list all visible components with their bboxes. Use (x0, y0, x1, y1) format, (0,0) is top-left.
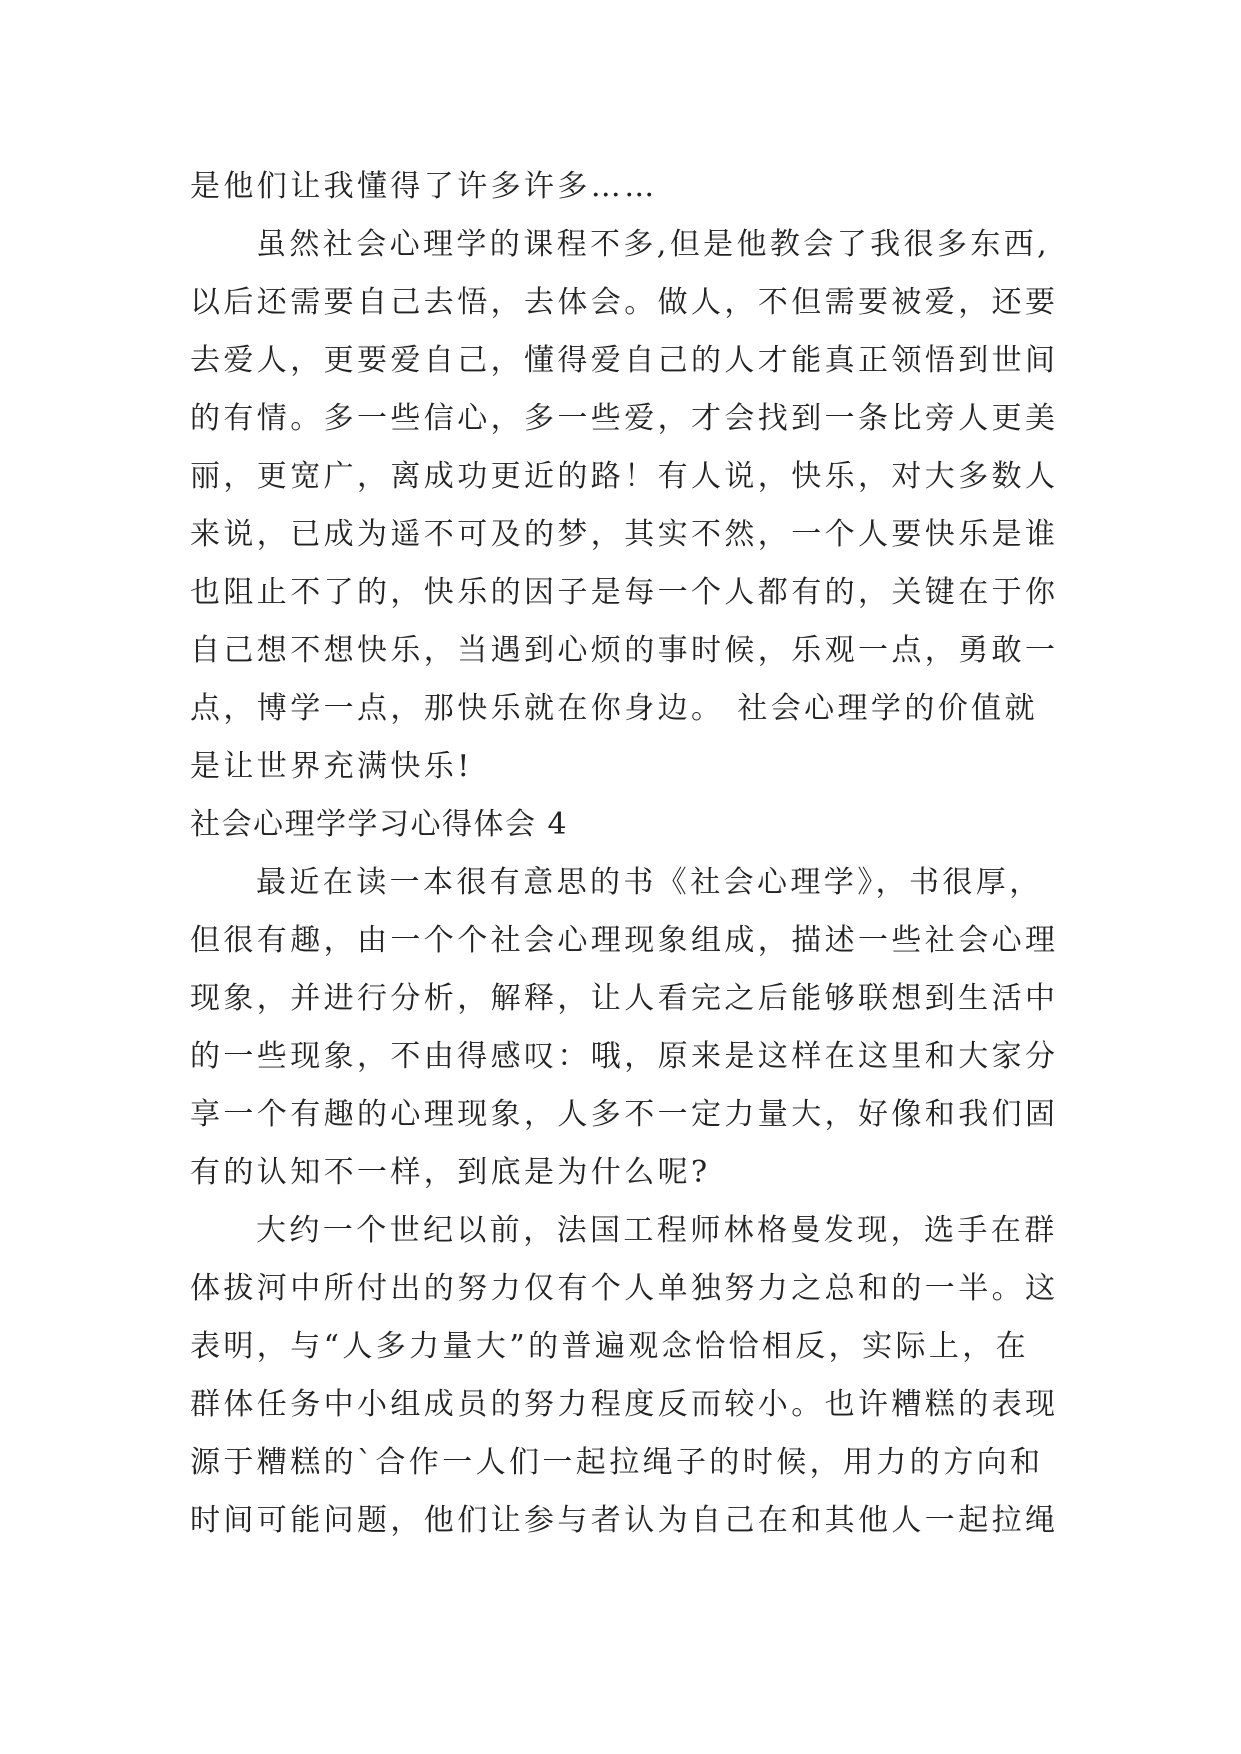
text-line: 来说，已成为遥不可及的梦，其实不然，一个人要快乐是谁 (190, 517, 1059, 552)
paragraph-first-line: 虽然社会心理学的课程不多,但是他教会了我很多东西, (256, 227, 1051, 262)
text-line: 有的认知不一样，到底是为什么呢? (190, 1155, 711, 1190)
text-line: 点，博学一点，那快乐就在你身边。 社会心理学的价值就 (190, 691, 1038, 726)
text-line: 享一个有趣的心理现象，人多不一定力量大，好像和我们固 (190, 1097, 1059, 1132)
text-line: 是他们让我懂得了许多许多…… (190, 169, 658, 204)
text-line: 丽，更宽广，离成功更近的路！有人说，快乐，对大多数人 (190, 459, 1059, 494)
document-body (190, 158, 1110, 1550)
text-line: 表明，与“人多力量大”的普遍观念恰恰相反，实际上，在 (190, 1329, 1030, 1364)
text-line: 但很有趣，由一个个社会心理现象组成，描述一些社会心理 (190, 923, 1059, 958)
text-line: 现象，并进行分析，解释，让人看完之后能够联想到生活中 (190, 981, 1059, 1016)
paragraph-first-line: 最近在读一本很有意思的书《社会心理学》，书很厚， (256, 865, 1043, 900)
text-line: 去爱人，更要爱自己，懂得爱自己的人才能真正领悟到世间 (190, 343, 1059, 378)
text-line: 是让世界充满快乐! (190, 749, 473, 784)
paragraph-first-line: 大约一个世纪以前，法国工程师林格曼发现，选手在群 (256, 1213, 1058, 1248)
text-line: 也阻止不了的，快乐的因子是每一个人都有的，关键在于你 (190, 575, 1059, 610)
text-line: 的一些现象，不由得感叹：哦，原来是这样在这里和大家分 (190, 1039, 1059, 1074)
text-line: 群体任务中小组成员的努力程度反而较小。也许糟糕的表现 (190, 1387, 1059, 1422)
text-line: 以后还需要自己去悟，去体会。做人，不但需要被爱，还要 (190, 285, 1059, 320)
text-line: 自己想不想快乐，当遇到心烦的事时候，乐观一点，勇敢一 (190, 633, 1059, 668)
section-heading: 社会心理学学习心得体会 4 (190, 807, 569, 842)
text-line: 体拔河中所付出的努力仅有个人单独努力之总和的一半。这 (190, 1271, 1059, 1306)
text-line: 源于糟糕的`合作一人们一起拉绳子的时候，用力的方向和 (190, 1445, 1044, 1480)
text-line: 时间可能问题，他们让参与者认为自己在和其他人一起拉绳 (190, 1503, 1059, 1538)
text-line: 的有情。多一些信心，多一些爱，才会找到一条比旁人更美 (190, 401, 1059, 436)
